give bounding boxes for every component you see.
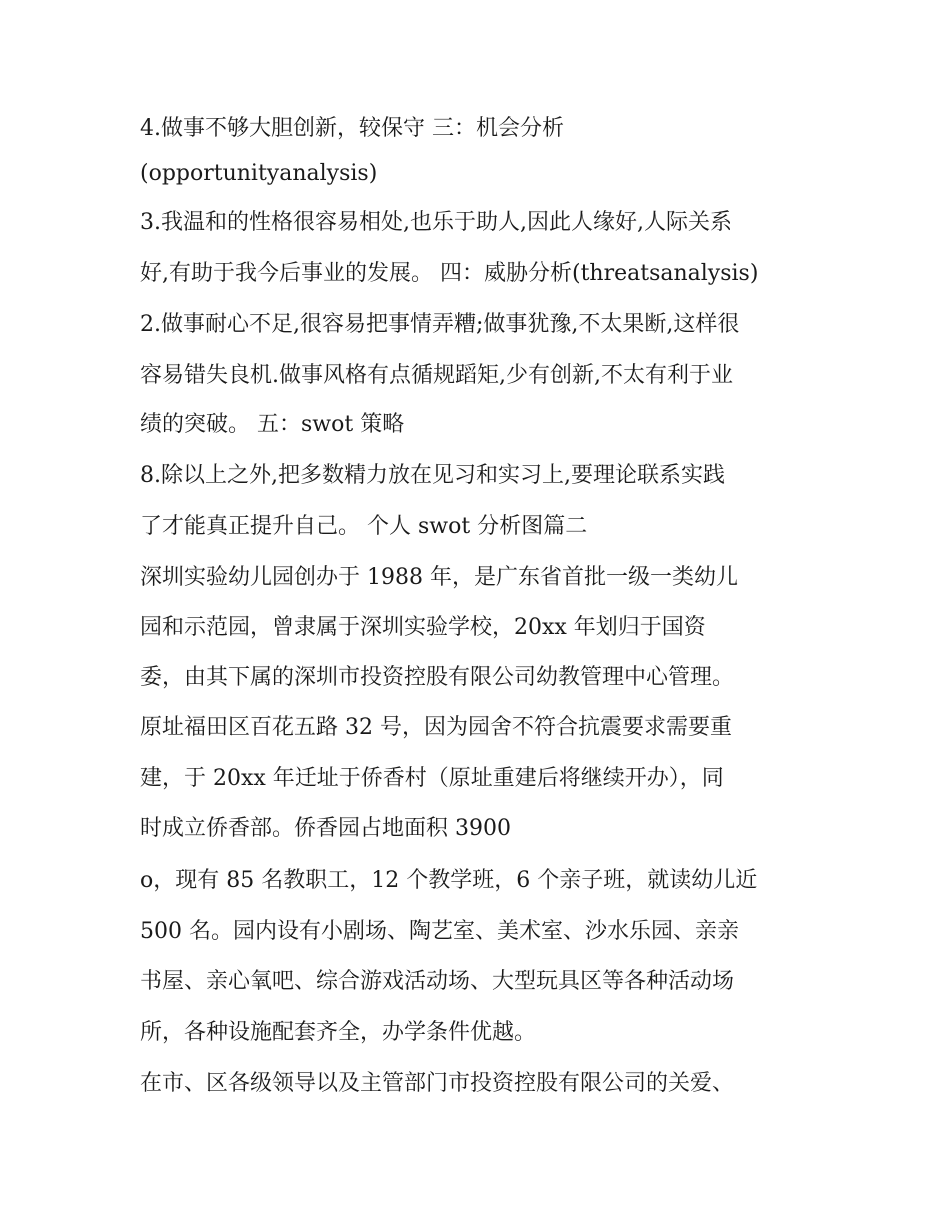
text-line: 书屋、亲心氧吧、综合游戏活动场、大型玩具区等各种活动场 — [140, 969, 735, 994]
text-line: 深圳实验幼儿园创办于 1988 年，是广东省首批一级一类幼儿 — [140, 565, 738, 590]
text-line: 容易错失良机.做事风格有点循规蹈矩,少有创新,不太有利于业 — [140, 363, 733, 388]
text-line: 在市、区各级领导以及主管部门市投资控股有限公司的关爱、 — [140, 1071, 735, 1096]
text-line: 500 名。园内设有小剧场、陶艺室、美术室、沙水乐园、亲亲 — [140, 919, 739, 944]
text-line: 8.除以上之外,把多数精力放在见习和实习上,要理论联系实践 — [140, 463, 725, 488]
text-line: 好,有助于我今后事业的发展。 四：威胁分析(threatsanalysis) — [140, 261, 759, 286]
text-line: 委，由其下属的深圳市投资控股有限公司幼教管理中心管理。 — [140, 665, 735, 690]
text-line: o，现有 85 名教职工，12 个教学班，6 个亲子班，就读幼儿近 — [140, 868, 758, 893]
text-line: 2.做事耐心不足,很容易把事情弄糟;做事犹豫,不太果断,这样很 — [140, 312, 740, 337]
text-line: 所，各种设施配套齐全，办学条件优越。 — [140, 1020, 537, 1045]
text-line: 3.我温和的性格很容易相处,也乐于助人,因此人缘好,人际关系 — [140, 210, 732, 235]
text-line: (opportunityanalysis) — [140, 161, 378, 186]
text-line: 4.做事不够大胆创新，较保守 三：机会分析 — [140, 116, 564, 141]
text-line: 园和示范园，曾隶属于深圳实验学校，20xx 年划归于国资 — [140, 615, 706, 640]
text-line: 了才能真正提升自己。 个人 swot 分析图篇二 — [140, 514, 588, 539]
text-line: 原址福田区百花五路 32 号，因为园舍不符合抗震要求需要重 — [140, 715, 732, 740]
text-line: 时成立侨香部。侨香园占地面积 3900 — [140, 816, 511, 841]
text-line: 绩的突破。 五：swot 策略 — [140, 412, 405, 437]
text-line: 建，于 20xx 年迁址于侨香村（原址重建后将继续开办），同 — [140, 766, 724, 791]
